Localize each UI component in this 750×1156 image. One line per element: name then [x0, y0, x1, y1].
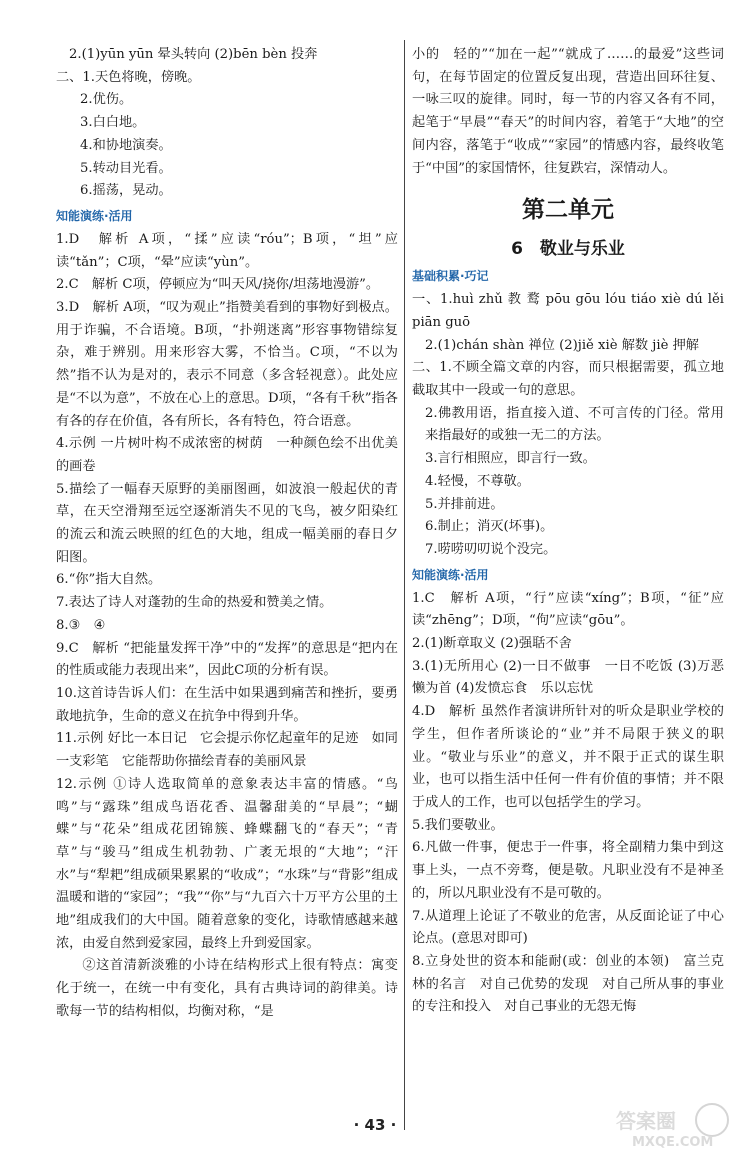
answer-item: 2.佛教用语，指直接入道、不可言传的门径。常用来指最好的或独一无二的方法。: [425, 405, 724, 444]
answer-line: 5.转动目光看。: [80, 160, 172, 176]
answer-line: 二、1.天色将晚，傍晚。: [56, 69, 201, 85]
answer-item: 5.并排前进。: [425, 496, 504, 512]
svg-text:MXQE.COM: MXQE.COM: [632, 1135, 714, 1150]
watermark-logo: [610, 1100, 740, 1150]
answer-item: 10.这首诗告诉人们：在生活中如果遇到痛苦和挫折，要勇敢地抗争，生命的意义在抗争中得到升华。: [56, 685, 398, 724]
answer-item: 9.C 解析 “把能量发挥干净”中的“发挥”的意思是“把内在的性质或能力表现出来”，因此C项的分析有误。: [56, 640, 398, 679]
answer-item: 4.D 解析 虽然作者演讲所针对的听众是职业学校的学生，但作者所谈论的“业”并不局限于狭义的职业。“敬业与乐业”的意义，并不限于正式的谋生职业，也可以指生活中任何一件有价值的事情；并不限于成人的工作，也可以包括学生的学习。: [412, 704, 724, 810]
svg-text:答案圈: 答案圈: [616, 1109, 676, 1133]
answer-line: 2.优伤。: [80, 92, 133, 108]
answer-item: 二、1.不顾全篇文章的内容，而只根据需要，孤立地截取其中一段或一句的意思。: [412, 360, 724, 399]
answer-item: 一、1.huì zhǔ 教 鹜 pōu gōu lóu tiáo xiè dú lěi piān guō: [412, 292, 724, 330]
answer-item: 12.示例 ①诗人选取简单的意象表达丰富的情感。“鸟鸣”与“露珠”组成鸟语花香、温馨甜美的“早晨”；“蝴蝶”与“花朵”组成花团锦簇、蜂蝶翻飞的“春天”；“青草”与“骏马”组成生机勃勃、广袤无垠的“大地”；“汗水”与“犁耙”组成硕果累累的“收成”；“水珠”与“背影”组成温暖和谐的“家园”；“我”“你”与“九百六十万平方公里的土地”组成我们的大中国。随着意象的变化，诗歌情感越来越浓，由爱自然到爱家园，最终上升到爱国家。: [56, 776, 398, 951]
answer-item: 8.③ ④: [56, 617, 106, 633]
answer-item: 2.(1)断章取义 (2)强聒不舍: [412, 636, 572, 652]
answer-line: 4.和协地演奏。: [80, 137, 172, 153]
answer-item: 6.制止；消灭(坏事)。: [425, 519, 554, 535]
right-column: [412, 44, 724, 1019]
answer-item: 3.言行相照应，即言行一致。: [425, 451, 596, 467]
lesson-title: 6 敬业与乐业: [511, 239, 625, 260]
section-heading: 知能演练·活用: [412, 567, 489, 582]
answer-item: 2.C 解析 C项，停顿应为“叫天风/挠你/坦荡地漫游”。: [56, 277, 380, 293]
section-heading: 基础积累·巧记: [412, 269, 489, 284]
answer-item: 7.从道理上论证了不敬业的危害，从反面论证了中心论点。(意思对即可): [412, 908, 724, 947]
answer-item: 2.(1)chán shàn 禅位 (2)jiě xiè 解数 jiè 押解: [425, 337, 699, 353]
answer-item: 3.D 解析 A项，“叹为观止”指赞美看到的事物好到极点。用于诈骗，不合语境。B项，“扑朔迷离”形容事物错综复杂，难于辨别。用来形容大雾，不恰当。C项，“不以为然”指不认为是对的，表示不同意（多含轻视意）。此处应是“不以为意”，不放在心上的意思。D项，“各有千秋”指各有各的存在价值，各有所长，各有特色，符合语意。: [56, 300, 398, 429]
answer-item: 6.凡做一件事，便忠于一件事，将全副精力集中到这事上头，一点不旁骛，便是敬。凡职业没有不是神圣的，所以凡职业没有不是可敬的。: [412, 840, 724, 901]
unit-title: 第二单元: [522, 197, 614, 224]
answer-item: 4.示例 一片树叶构不成浓密的树荫 一种颜色绘不出优美的画卷: [56, 436, 398, 474]
answer-item: 4.轻慢，不尊敬。: [425, 473, 530, 489]
left-column: [56, 44, 398, 1024]
answer-line: 2.(1)yūn yūn 晕头转向 (2)bēn bèn 投奔: [69, 47, 318, 62]
answer-item: 5.描绘了一幅春天原野的美丽图画，如波浪一般起伏的青草，在天空滑翔至远空逐渐消失不见的飞鸟，被夕阳染红的流云和流云映照的红色的大地，组成一幅美丽的春日夕阳图。: [56, 481, 398, 565]
continuation-text: 小的 轻的”“加在一起”“就成了……的最爱”这些词句，在每节固定的位置反复出现，营造出回环往复、一咏三叹的旋律。同时，每一节的内容又各有不同，起笔于“早晨”“春天”的时间内容，着笔于“大地”的空间内容，落笔于“收成”“家园”的情感内容，最终收笔于“中国”的家国情怀，往复跌宕，深情动人。: [412, 47, 724, 176]
answer-item: 1.C 解析 A项，“行”应读“xíng”；B项，“征”应读“zhēng”；D项，“佝”应读“gōu”。: [412, 590, 724, 629]
section-heading: 知能演练·活用: [56, 208, 133, 223]
answer-item: 11.示例 好比一本日记 它会提示你忆起童年的足迹 如同一支彩笔 它能帮助你描绘青春的美丽风景: [56, 731, 398, 770]
answer-item: 1.D 解析 A项，“揉”应读“róu”；B项，“坦”应读“tǎn”；C项，“晕”应读“yùn”。: [56, 231, 398, 270]
answer-line: 3.白白地。: [80, 115, 146, 131]
answer-item: 8.立身处世的资本和能耐(或：创业的本领) 富兰克林的名言 对自己优势的发现 对自己所从事的事业的专注和投入 对自己事业的无怨无悔: [412, 953, 724, 1015]
page-number: · 43 ·: [353, 1116, 397, 1134]
answer-item: 3.(1)无所用心 (2)一日不做事 一日不吃饭 (3)万恶懒为首 (4)发愤忘食 乐以忘忧: [412, 658, 724, 697]
column-divider: [404, 40, 405, 1130]
answer-line: 6.摇荡，晃动。: [80, 183, 172, 199]
answer-item: 7.表达了诗人对蓬勃的生命的热爱和赞美之情。: [56, 595, 333, 611]
answer-item: 6.“你”指大自然。: [56, 572, 162, 588]
answer-item: 7.唠唠叨叨说个没完。: [425, 541, 557, 557]
answer-item: ②这首清新淡雅的小诗在结构形式上很有特点：寓变化于统一，在统一中有变化，具有古典诗词的韵律美。诗歌每一节的结构相似，均衡对称，“是: [56, 958, 398, 1019]
answer-item: 5.我们要敬业。: [412, 817, 504, 833]
